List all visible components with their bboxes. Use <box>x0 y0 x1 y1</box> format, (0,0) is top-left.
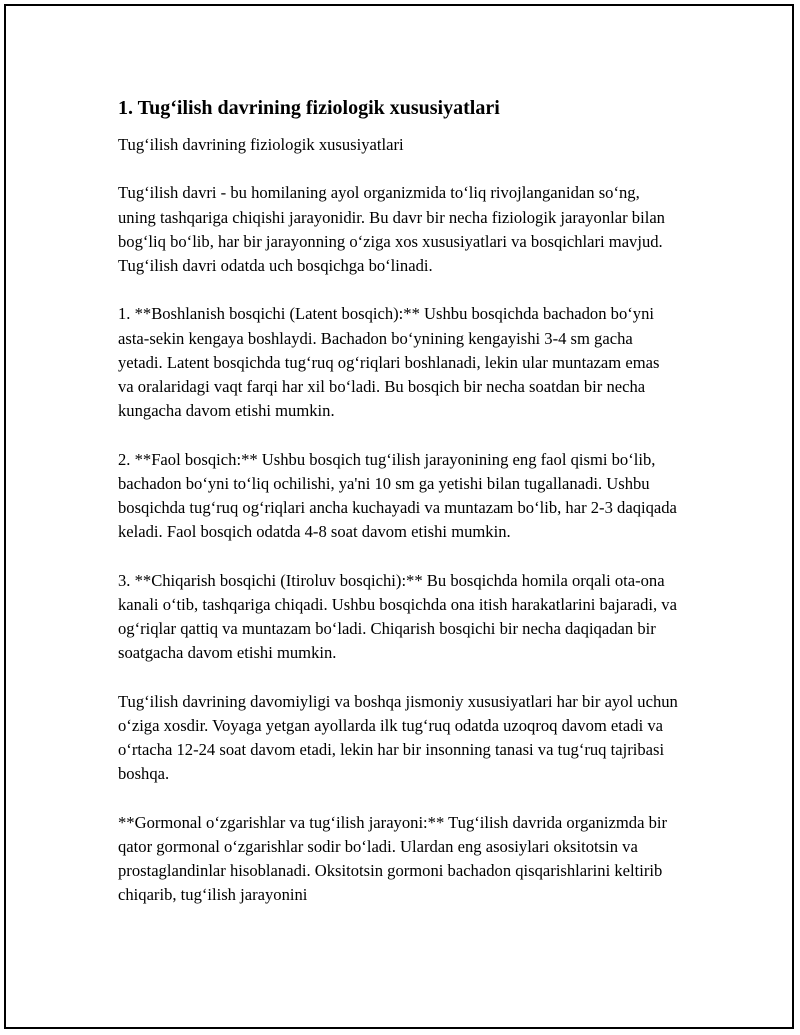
paragraph-gap <box>118 157 678 181</box>
paragraph-gap <box>118 786 678 810</box>
document-body <box>118 94 678 907</box>
paragraph-gap <box>118 423 678 447</box>
paragraph-intro: Tug‘ilish davri - bu homilaning ayol organizmida to‘liq rivojlanganidan so‘ng, uning tashqariga chiqishi jarayonidir. Bu davr bir necha fiziologik jarayonlar bilan bog‘liq bo‘lib, har bir jarayonning o‘ziga xos xususiyatlari va bosqichlari mavjud. Tug‘ilish davri odatda uch bosqichga bo‘linadi. <box>118 183 665 275</box>
paragraph-gap <box>118 665 678 689</box>
paragraph-stage-3: 3. **Chiqarish bosqichi (Itiroluv bosqichi):** Bu bosqichda homila orqali ota-ona kanali o‘tib, tashqariga chiqadi. Ushbu bosqichda ona itish harakatlarini bajaradi, va og‘riqlar qattiq va muntazam bo‘ladi. Chiqarish bosqichi bir necha daqiqadan bir soatgacha davom etishi mumkin. <box>118 570 677 663</box>
paragraph-gap <box>118 544 678 568</box>
paragraph-duration: Tug‘ilish davrining davomiyligi va boshqa jismoniy xususiyatlari har bir ayol uchun o‘ziga xosdir. Voyaga yetgan ayollarda ilk tug‘ruq odatda uzoqroq davom etadi va o‘rtacha 12-24 soat davom etadi, lekin har bir insonning tanasi va tug‘ruq tajribasi boshqa. <box>118 691 678 784</box>
paragraph-gap <box>118 278 678 302</box>
section-subtitle: Tug‘ilish davrining fiziologik xususiyatlari <box>118 135 404 154</box>
paragraph-hormonal: **Gormonal o‘zgarishlar va tug‘ilish jarayoni:** Tug‘ilish davrida organizmda bir qator gormonal o‘zgarishlar sodir bo‘ladi. Ulardan eng asosiylari oksitotsin va prostaglandinlar hisoblanadi. Oksitotsin gormoni bachadon qisqarishlarini keltirib chiqarib, tug‘ilish jarayonini <box>118 812 668 905</box>
paragraph-stage-2: 2. **Faol bosqich:** Ushbu bosqich tug‘ilish jarayonining eng faol qismi bo‘lib, bachadon bo‘yni to‘liq ochilishi, ya'ni 10 sm ga yetishi bilan tugallanadi. Ushbu bosqichda tug‘ruq og‘riqlari ancha kuchayadi va muntazam bo‘lib, har 2-3 daqiqada keladi. Faol bosqich odatda 4-8 soat davom etishi mumkin. <box>118 449 677 542</box>
section-heading: 1. Tug‘ilish davrining fiziologik xususiyatlari <box>118 97 500 119</box>
paragraph-stage-1: 1. **Boshlanish bosqichi (Latent bosqich):** Ushbu bosqichda bachadon bo‘yni asta-sekin kengaya boshlaydi. Bachadon bo‘ynining kengayishi 3-4 sm gacha yetadi. Latent bosqichda tug‘ruq og‘riqlari boshlanadi, lekin ular muntazam emas va oralaridagi vaqt farqi har xil bo‘ladi. Bu bosqich bir necha soatdan bir necha kungacha davom etishi mumkin. <box>118 304 660 421</box>
